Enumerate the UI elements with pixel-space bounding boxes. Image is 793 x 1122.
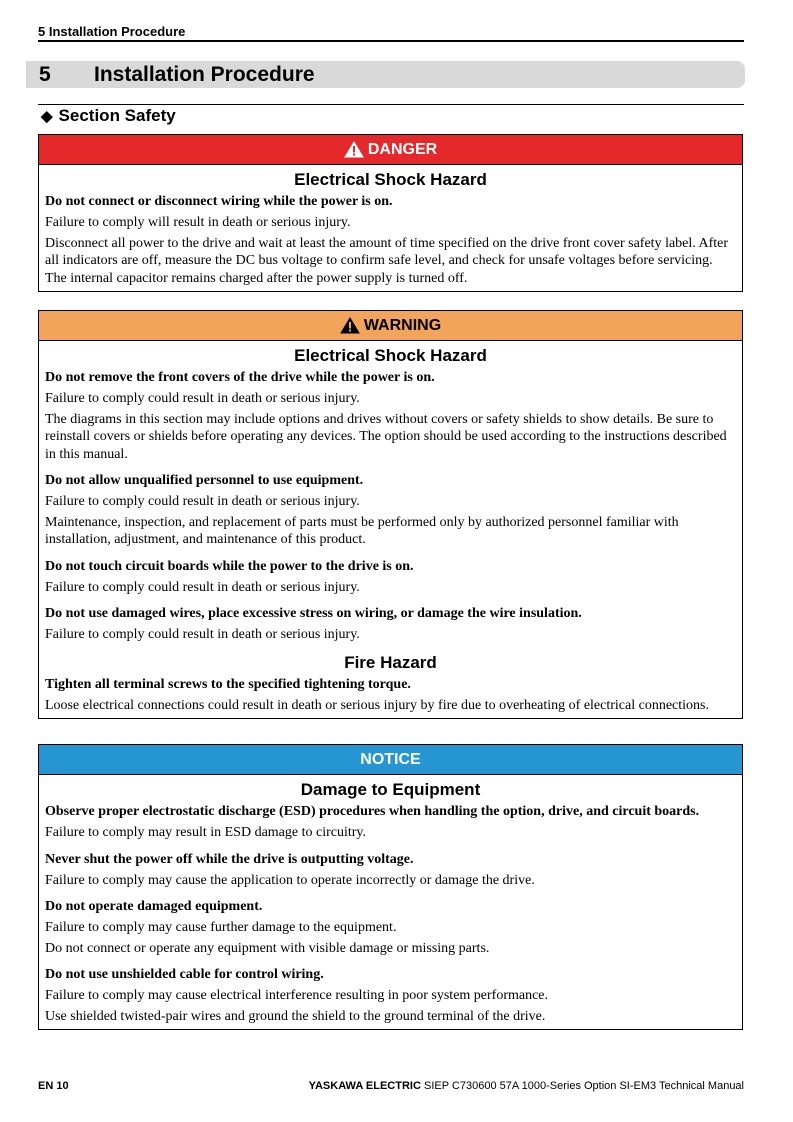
item-text: Failure to comply may cause electrical interference resulting in poor system performance. [45, 988, 549, 1003]
item-text: Do not connect or operate any equipment with visible damage or missing parts. [45, 940, 490, 956]
danger-label: DANGER [367, 140, 438, 158]
item-text: Loose electrical connections could result in death or serious injury by fire due to overheating of electrical connections. [45, 697, 709, 713]
warning-banner [39, 311, 742, 341]
hazard-title: Electrical Shock Hazard [294, 170, 487, 189]
danger-banner [39, 135, 742, 165]
page-number: EN 10 [38, 1080, 69, 1092]
list-item [45, 802, 736, 842]
hazard-title: Damage to Equipment [300, 780, 481, 799]
list-item [45, 675, 736, 715]
warning-triangle-icon [340, 317, 360, 334]
warning-box [38, 310, 743, 719]
footer-brand: YASKAWA ELECTRIC [308, 1080, 421, 1092]
warning-label: WARNING [363, 316, 442, 334]
divider [38, 104, 744, 105]
list-item [45, 557, 736, 597]
list-item [45, 850, 736, 890]
running-header: 5 Installation Procedure [38, 24, 744, 42]
footer-doc-title: SIEP C730600 57A 1000-Series Option SI-EM3 Technical Manual [423, 1080, 744, 1092]
warning-triangle-icon [344, 141, 364, 158]
diamond-bullet-icon: ◆ [41, 108, 53, 125]
item-text: Maintenance, inspection, and replacement of parts must be performed only by authorized personnel familiar with installation, adjustment, and maintenance of this product. [45, 514, 679, 547]
item-text: Failure to comply could result in death or serious injury. [45, 494, 360, 509]
item-text: Use shielded twisted-pair wires and ground the shield to the ground terminal of the drive. [45, 1008, 546, 1024]
section-title: Section Safety [58, 106, 176, 125]
item-text: Failure to comply could result in death or serious injury. [45, 627, 360, 642]
item-text: Failure to comply will result in death or serious injury. [45, 215, 351, 230]
hazard-title: Fire Hazard [344, 652, 437, 672]
list-item [45, 192, 736, 287]
chapter-heading [26, 61, 745, 88]
footer-doc-info [309, 1080, 744, 1092]
list-item [45, 368, 736, 463]
item-title: Do not touch circuit boards while the power to the drive is on. [45, 558, 414, 574]
list-item [45, 965, 736, 1025]
chapter-title: Installation Procedure [94, 63, 315, 86]
item-title: Do not connect or disconnect wiring while the power is on. [45, 194, 393, 209]
item-title: Do not remove the front covers of the drive while the power is on. [45, 370, 435, 385]
item-text: Failure to comply could result in death or serious injury. [45, 391, 360, 406]
item-title: Tighten all terminal screws to the specified tightening torque. [45, 676, 411, 692]
item-text: Disconnect all power to the drive and wait at least the amount of time specified on the drive front cover safety label. After all indicators are off, measure the DC bus voltage to confirm safe level, and check for unsafe voltages before servicing. The internal capacitor remains charged after the power supply is turned off. [45, 235, 729, 286]
item-text: The diagrams in this section may include options and drives without covers or safety shields to show details. Be sure to reinstall covers or shields before operating any devices. The option should be used according to the instructions described in this manual. [45, 411, 727, 462]
item-title: Never shut the power off while the drive is outputting voltage. [45, 851, 414, 867]
chapter-number: 5 [39, 63, 51, 86]
notice-box [38, 744, 743, 1030]
item-title: Do not operate damaged equipment. [45, 899, 263, 914]
item-text: Failure to comply may cause further damage to the equipment. [45, 920, 397, 935]
list-item [45, 471, 736, 549]
item-text: Failure to comply may cause the application to operate incorrectly or damage the drive. [45, 872, 535, 888]
item-text: Failure to comply could result in death or serious injury. [45, 579, 360, 595]
hazard-title: Electrical Shock Hazard [294, 346, 487, 365]
notice-label: NOTICE [360, 750, 421, 768]
list-item [45, 897, 736, 957]
list-item [45, 604, 736, 644]
item-text: Failure to comply may result in ESD damage to circuitry. [45, 825, 367, 840]
item-title: Do not allow unqualified personnel to use equipment. [45, 473, 364, 488]
item-title: Do not use unshielded cable for control wiring. [45, 967, 324, 982]
item-title: Do not use damaged wires, place excessive stress on wiring, or damage the wire insulation. [45, 606, 582, 621]
section-heading [41, 106, 176, 126]
danger-box [38, 134, 743, 292]
item-title: Observe proper electrostatic discharge (ESD) procedures when handling the option, drive, and circuit boards. [45, 804, 700, 819]
notice-banner [39, 745, 742, 775]
